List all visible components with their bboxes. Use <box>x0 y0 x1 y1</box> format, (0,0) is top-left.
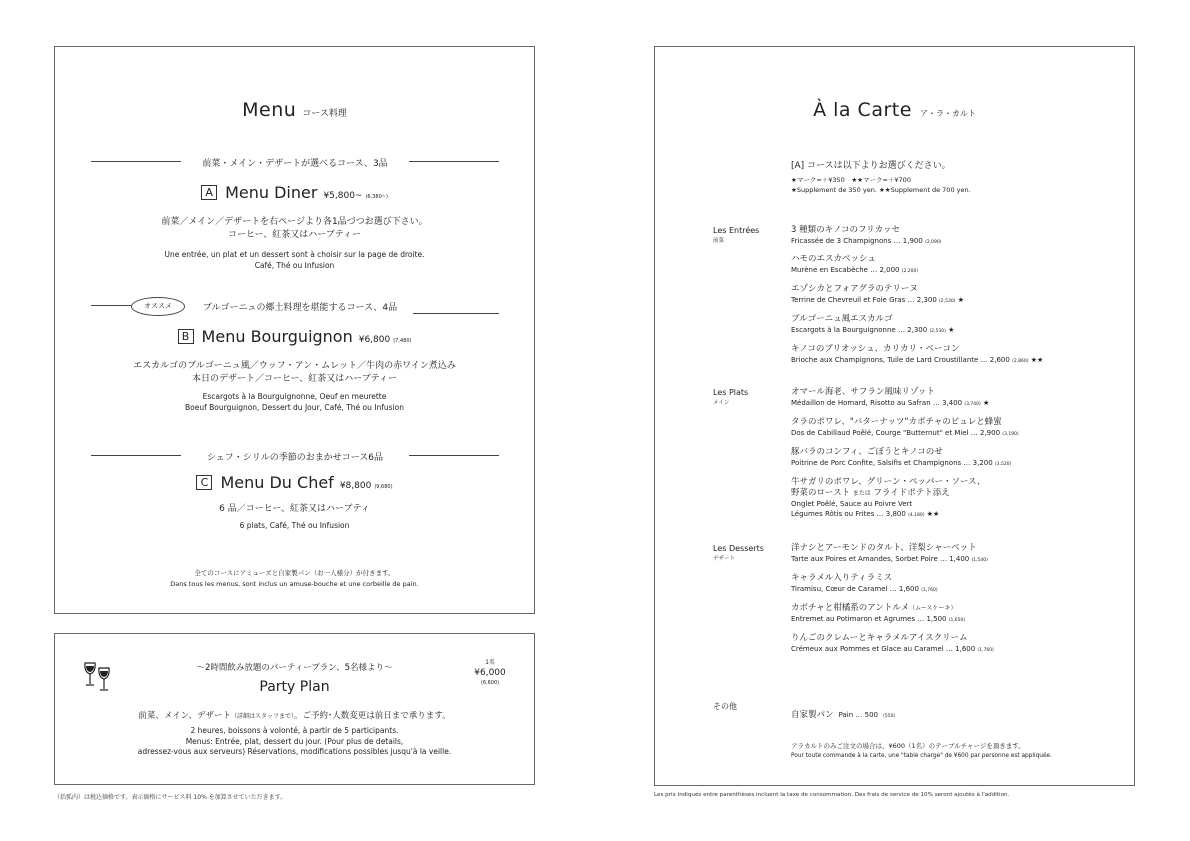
category-plats: Les Plats メイン <box>713 388 749 406</box>
category-entrees: Les Entrées 前菜 <box>713 226 760 244</box>
a-la-carte-title: À la Carte ア・ラ・カルト <box>813 99 976 121</box>
party-plan-price: 1名 ¥6,000 (6,600) <box>474 659 506 686</box>
course-c-heading: シェフ・シリルの季節のおまかせコース6品 <box>206 453 384 463</box>
course-c-title: C Menu Du Chef ¥8,800 (9,680) <box>55 473 534 492</box>
menu-item: オマール海老、サフラン風味リゾット Médaillon de Homard, Risotto au Safran … 3,400 (3,740) ★ <box>791 387 990 407</box>
menu-item: 自家製パン Pain … 500 (550) <box>791 710 896 720</box>
supplement-note-fr: ★Supplement de 350 yen. ★★Supplement de 700 yen. <box>791 186 971 194</box>
party-plan-panel <box>54 633 535 785</box>
menu-item: 豚バラのコンフィ、ごぼうとキノコのせ Poitrine de Porc Confite, Salsifis et Champignons … 3,200 (3,520) <box>791 447 1012 467</box>
menu-item: タラのポワレ、"バターナッツ"カボチャのピュレと蜂蜜 Dos de Cabillaud Poêlé, Courge "Butternut" et Miel … 2,900 (3,190) <box>791 417 1019 437</box>
party-plan-title: Party Plan <box>259 679 330 695</box>
course-b-title: B Menu Bourguignon ¥6,800 (7,480) <box>55 327 534 346</box>
footnote-right: Les prix indiqués entre parenthèses incluent la taxe de consommation. Des frais de service de 10% seront ajoutés à l'addition. <box>654 792 1010 798</box>
menu-item: 3 種類のキノコのフリカッセ Fricassée de 3 Champignons … 1,900 (2,090) <box>791 225 942 245</box>
menu-item: りんごのクレムーとキャラメルアイスクリーム Crémeux aux Pommes et Glace au Caramel … 1,600 (1,760) <box>791 633 994 653</box>
recommended-badge: オススメ <box>131 297 185 316</box>
a-la-carte-panel <box>654 46 1135 786</box>
course-b-desc-jp: エスカルゴのブルゴーニュ風／ウッフ・アン・ムレット／牛肉の赤ワイン煮込み 本日のデザート／コーヒー、紅茶又はハーブティー <box>133 361 456 384</box>
supplement-note-jp: ★マーク=＋¥350 ★★マーク=＋¥700 <box>791 176 911 184</box>
menu-item: 牛サガリのポワレ、グリーン・ペッパー・ソース、 野菜のロースト または フライドポテト添え Onglet Poêlé, Sauce au Poivre Vert Légumes Rôtis ou Frites … 3,800 (4,180) ★★ <box>791 477 986 518</box>
course-menu-panel <box>54 46 535 614</box>
course-menu-title: Menu コース料理 <box>242 99 347 121</box>
party-plan-desc-fr: 2 heures, boissons à volonté, à partir de 5 participants. Menus: Entrée, plat, dessert du jour. (Pour plus de details, adressez-vous aux serveurs) Réservations, modifications possibles jusqu'à la veille. <box>137 726 452 756</box>
divider <box>91 305 131 306</box>
party-plan-subtitle: ～2時間飲み放題のパーティープラン、5名様より～ <box>196 663 393 673</box>
divider <box>91 161 181 162</box>
category-other: その他 <box>713 702 737 711</box>
divider <box>409 161 499 162</box>
course-c-desc-jp: 6 品／コーヒー、紅茶又はハーブティ <box>219 504 370 514</box>
party-plan-desc-jp: 前菜、メイン、デザート（詳細はスタッフまで）。ご予約･人数変更は前日まで承ります。 <box>138 711 451 721</box>
divider <box>413 313 499 314</box>
category-desserts: Les Desserts デザート <box>713 544 764 562</box>
course-a-heading: 前菜・メイン・デザートが選べるコース、3品 <box>202 159 388 169</box>
a-la-carte-intro: [A] コースは以下よりお選びください。 <box>791 161 951 171</box>
course-c-desc-fr: 6 plats, Café, Thé ou Infusion <box>239 521 350 530</box>
course-b-desc-fr: Escargots à la Bourguignonne, Oeuf en meurette Boeuf Bourguignon, Dessert du Jour, Café, Thé ou Infusion <box>185 392 404 412</box>
menu-item: エゾシカとフォアグラのテリーヌ Terrine de Chevreuil et Foie Gras … 2,300 (2,530) ★ <box>791 284 964 304</box>
footnote-left: （括弧内）は税込価格です。表示価格にサービス料 10% を加算させていただきます。 <box>54 794 287 801</box>
menu-item: キノコのブリオッシュ、カリカリ・ベーコン Brioche aux Champignons, Tuile de Lard Croustillante … 2,600 (2,860) ★★ <box>791 344 1044 364</box>
course-b-heading: ブルゴーニュの郷土料理を堪能するコース、4品 <box>202 303 398 313</box>
courses-note-fr: Dans tous les menus, sont inclus un amuse-bouche et une corbeille de pain. <box>170 580 419 588</box>
menu-item: カボチャと柑橘系のアントルメ（ムースケーキ） Entremet au Potimaron et Agrumes … 1,500 (1,650) <box>791 603 966 623</box>
courses-note-jp: 全てのコースにアミューズと自家製パン（お一人様分）が付きます。 <box>194 569 395 577</box>
divider <box>91 455 181 456</box>
menu-item: ブルゴーニュ風エスカルゴ Escargots à la Bourguignonne … 2,300 (2,530) ★ <box>791 314 955 334</box>
menu-item: キャラメル入りティラミス Tiramisu, Cœur de Caramel … 1,600 (1,760) <box>791 573 938 593</box>
course-a-desc-fr: Une entrée, un plat et un dessert sont à choisir sur la page de droite. Café, Thé ou Infusion <box>164 250 425 270</box>
table-charge-note-fr: Pour toute commande à la carte, une "table charge" de ¥600 par personne est appliquée. <box>791 753 1052 759</box>
menu-item: 洋ナシとアーモンドのタルト、洋梨シャーベット Tarte aux Poires et Amandes, Sorbet Poire … 1,400 (1,540) <box>791 543 988 563</box>
course-a-title: A Menu Diner ¥5,800~ (6,380~) <box>55 183 534 202</box>
divider <box>409 455 499 456</box>
table-charge-note-jp: アラカルトのみご注文の場合は、¥600（1名）のテーブルチャージを頂きます。 <box>791 742 1025 750</box>
course-a-desc-jp: 前菜／メイン／デザートを右ページより各1品づつお選び下さい。 コーヒー、紅茶又はハーブティー <box>161 217 428 240</box>
menu-item: ハモのエスカベッシュ Murène en Escabèche … 2,000 (2,200) <box>791 254 919 274</box>
